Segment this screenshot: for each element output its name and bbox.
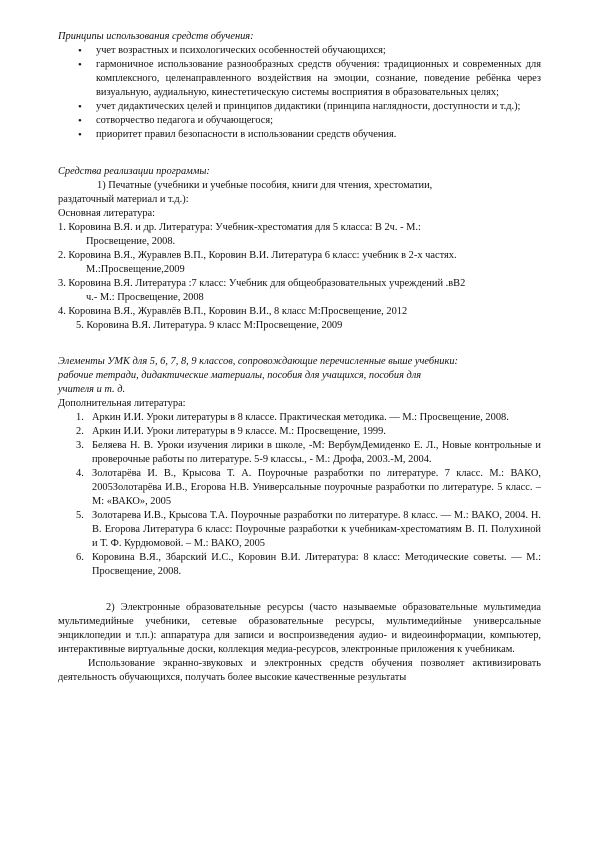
electronic-para-2: Использование экранно-звуковых и электронных средств обучения позволяет активизировать деятельность обучающихся, получать более высокие качественные результаты	[58, 658, 541, 683]
list-item	[58, 305, 541, 319]
list-text: Аркин И.И. Уроки литературы в 8 классе. Практическая методика. — М.: Просвещение, 2008.	[92, 412, 509, 423]
main-lit-list	[0, 221, 541, 333]
main-lit-line: Просвещение, 2008.	[86, 236, 176, 247]
list-item: • сотворчество педагога и обучающегося;	[96, 114, 541, 128]
main-lit-line: 2. Коровина В.Я., Журавлев В.П., Коровин В.И. Литература 6 класс: учебник в 2-х частях.	[58, 250, 457, 261]
list-text: Аркин И.И. Уроки литературы в 9 классе. М.: Просвещение, 1999.	[92, 426, 386, 437]
extra-lit-list	[58, 411, 541, 579]
main-lit-line: 3. Коровина В.Я. Литература :7 класс: Учебник для общеобразовательных учреждений .вВ2	[58, 278, 466, 289]
list-number: 1.	[76, 412, 84, 423]
list-item	[76, 509, 541, 551]
document-page	[58, 30, 541, 685]
list-number: 3.	[76, 440, 84, 451]
main-lit-line: 4. Коровина В.Я., Журавлёв В.П., Коровин В.И., 8 класс М:Просвещение, 2012	[58, 306, 408, 317]
list-item	[58, 249, 541, 277]
list-number: 2.	[76, 426, 84, 437]
list-item: • гармоничное использование разнообразных средств обучения: традиционных и современных для комплексного, целенаправленного воздействия на эмоции, сознание, поведение ребёнка через визуальную, аудиальную, кинестетическую системы восприятия в образовательных целях;	[96, 58, 541, 100]
list-number: 6.	[76, 552, 84, 563]
list-item	[76, 467, 541, 509]
list-item: • учет дидактических целей и принципов дидактики (принципа наглядности, доступности и т.д.);	[96, 100, 541, 114]
main-lit-line: 5. Коровина В.Я. Литература. 9 класс М:Просвещение, 2009	[76, 320, 343, 331]
list-item	[58, 221, 541, 249]
list-number: 5.	[76, 510, 84, 521]
main-lit-line: 1. Коровина В.Я. и др. Литература: Учебник-хрестоматия для 5 класса: В 2ч. - М.:	[58, 222, 421, 233]
umk-line-3: учителя и т. д.	[58, 384, 126, 395]
list-text: Беляева Н. В. Уроки изучения лирики в школе, -М: ВербумДемиденко Е. Л., Новые контрольные и проверочные работы по литературе. 5-9 классы., - М.: Дрофа, 2003.-М, 2004.	[92, 440, 541, 465]
list-item	[76, 551, 541, 579]
means-title: Средства реализации программы:	[58, 166, 210, 177]
list-text: Золотарёва И. В., Крысова Т. А. Поурочные разработки по литературе. 7 класс. М.: ВАКО, 2005Золотарёва И.В., Егорова Н.В. Универсальные поурочные разработки по литературе. 5 класс. – М: «ВАКО», 2005	[92, 468, 541, 507]
extra-lit-label: Дополнительная литература:	[58, 398, 186, 409]
list-item	[58, 277, 541, 305]
main-lit-label: Основная литература:	[58, 208, 156, 219]
list-number: 4.	[76, 468, 84, 479]
list-text: Коровина В.Я., Збарский И.С., Коровин В.И. Литература: 8 класс: Методические советы. — М.: Просвещение, 2008.	[92, 552, 541, 577]
list-item	[76, 439, 541, 467]
electronic-para-1: 2) Электронные образовательные ресурсы (часто называемые образовательные мультимедиа мультимедийные учебники, сетевые образовательные ресурсы, мультимедийные универсальные энциклопедии и т.п.): аппаратура для записи и воспроизведения аудио- и видеоинформации, компьютер, интерактивные виртуальные доски, коллекция медиа-ресурсов, электронные приложения к учебникам.	[58, 602, 541, 655]
umk-line-1: Элементы УМК для 5, 6, 7, 8, 9 классов, сопровождающие перечисленные выше учебники:	[58, 356, 458, 367]
umk-line-2: рабочие тетради, дидактические материалы, пособия для учащихся, пособия для	[58, 370, 422, 381]
list-item	[76, 411, 541, 425]
main-lit-line: М.:Просвещение,2009	[86, 264, 185, 275]
printed-line-1: 1) Печатные (учебники и учебные пособия, книги для чтения, хрестоматии,	[97, 180, 433, 191]
list-item: • учет возрастных и психологических особенностей обучающихся;	[96, 44, 541, 58]
list-item	[58, 319, 541, 333]
principles-list	[58, 44, 541, 142]
principles-title: Принципы использования средств обучения:	[58, 31, 254, 42]
list-text: Золотарева И.В., Крысова Т.А. Поурочные разработки по литературе. 8 класс. — М.: ВАКО, 2004. Н. В. Егорова Литература 6 класс: Поурочные разработки к учебникам-хрестоматиям В. П. Полухиной и Т. Ф. Курдюмовой. – М.: ВАКО, 2005	[92, 510, 541, 549]
printed-line-2: раздаточный материал и т.д.):	[58, 194, 189, 205]
list-item: • приоритет правил безопасности в использовании средств обучения.	[96, 128, 541, 142]
main-lit-line: ч.- М.: Просвещение, 2008	[86, 292, 204, 303]
list-item	[76, 425, 541, 439]
